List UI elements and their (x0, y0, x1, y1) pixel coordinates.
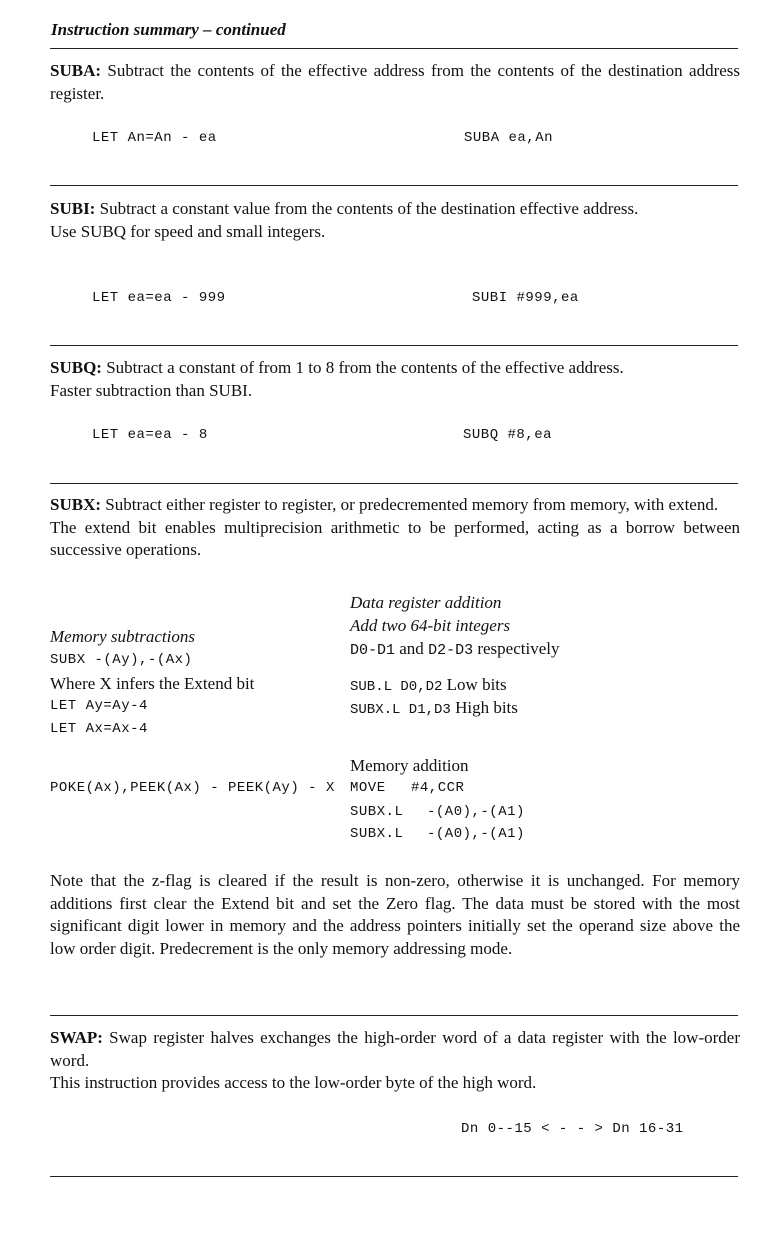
subi-description (50, 198, 740, 243)
subx-regs-and: and (399, 639, 424, 658)
subx-move-op: MOVE (350, 780, 386, 796)
subx-mem1-arg: -(A0),-(A1) (427, 804, 525, 820)
subx-rule (50, 1015, 738, 1016)
subx-high-line (350, 698, 518, 718)
subi-basic: LET ea=ea - 999 (92, 290, 226, 306)
suba-asm: SUBA ea,An (464, 130, 554, 146)
subx-mem2-arg: -(A0),-(A1) (427, 826, 525, 842)
subx-description (50, 494, 740, 562)
suba-description (50, 60, 740, 105)
subx-regs-a: D0-D1 (350, 642, 396, 659)
subx-name: SUBX: (50, 495, 102, 514)
swap-description (50, 1027, 740, 1095)
subq-note: Faster subtraction than SUBI. (50, 380, 253, 400)
subx-extend-explain: Where X infers the Extend bit (50, 674, 255, 693)
subx-register-pairs (350, 639, 559, 659)
subx-memory-heading: Memory subtractions (50, 627, 195, 646)
subi-rule (50, 345, 738, 346)
subx-memory-code: SUBX -(Ay),-(Ax) (50, 652, 193, 668)
swap-note: This instruction provides access to the low-order byte of the high word. (50, 1073, 537, 1092)
subq-basic: LET ea=ea - 8 (92, 427, 208, 443)
subx-data-subheading: Add two 64-bit integers (350, 616, 511, 635)
subx-ay-code: LET Ay=Ay-4 (50, 698, 148, 714)
subx-low-label: Low bits (446, 675, 507, 694)
subx-regs-b: D2-D3 (428, 642, 474, 659)
subx-high-label: High bits (455, 698, 518, 717)
suba-basic: LET An=An - ea (92, 130, 217, 146)
subq-description (50, 357, 740, 402)
subq-text: Subtract a constant of from 1 to 8 from the contents of the effective address. (106, 358, 624, 377)
swap-text: Swap register halves exchanges the high-order word of a data register with the low-order word. (50, 1028, 740, 1070)
subx-low-line (350, 675, 507, 695)
subx-ax-code: LET Ax=Ax-4 (50, 721, 148, 737)
subi-asm: SUBI #999,ea (472, 290, 579, 306)
subx-footnote: Note that the z-flag is cleared if the result is non-zero, otherwise it is unchanged. For memory additions first clear the Extend bit and set the Zero flag. The data must be stored with the most significant digit lower in memory and the address pointers initially set the operand size above the low order digit. Predecrement is the only memory addressing mode. (50, 871, 740, 958)
suba-text: Subtract the contents of the effective address from the contents of the destination address register. (50, 61, 741, 103)
swap-name: SWAP: (50, 1028, 103, 1047)
subx-regs-tail: respectively (477, 639, 560, 658)
swap-diagram: Dn 0--15 < - - > Dn 16-31 (461, 1121, 684, 1137)
subx-move-arg: #4,CCR (411, 780, 465, 796)
subi-text: Subtract a constant value from the contents of the destination effective address. (99, 199, 639, 218)
suba-name: SUBA: (50, 61, 102, 80)
subi-name: SUBI: (50, 199, 96, 218)
subx-text: Subtract either register to register, or predecremented memory from memory, with extend. (105, 495, 719, 514)
swap-rule (50, 1176, 738, 1177)
suba-rule (50, 185, 738, 186)
subx-high-code: SUBX.L D1,D3 (350, 702, 451, 718)
subq-name: SUBQ: (50, 358, 102, 377)
subi-note: Use SUBQ for speed and small integers. (50, 221, 326, 241)
subx-mem-heading: Memory addition (350, 756, 469, 775)
subq-rule (50, 483, 738, 484)
subx-note: The extend bit enables multiprecision arithmetic to be performed, acting as a borrow between successive operations. (50, 517, 740, 559)
subx-data-heading: Data register addition (350, 593, 502, 612)
subx-mem2-op: SUBX.L (350, 826, 404, 842)
header-rule (50, 48, 738, 49)
subx-poke-code: POKE(Ax),PEEK(Ax) - PEEK(Ay) - X (50, 780, 335, 796)
subx-low-code: SUB.L D0,D2 (350, 679, 443, 695)
subq-asm: SUBQ #8,ea (463, 427, 553, 443)
subx-mem1-op: SUBX.L (350, 804, 404, 820)
page-header: Instruction summary – continued (51, 20, 286, 39)
